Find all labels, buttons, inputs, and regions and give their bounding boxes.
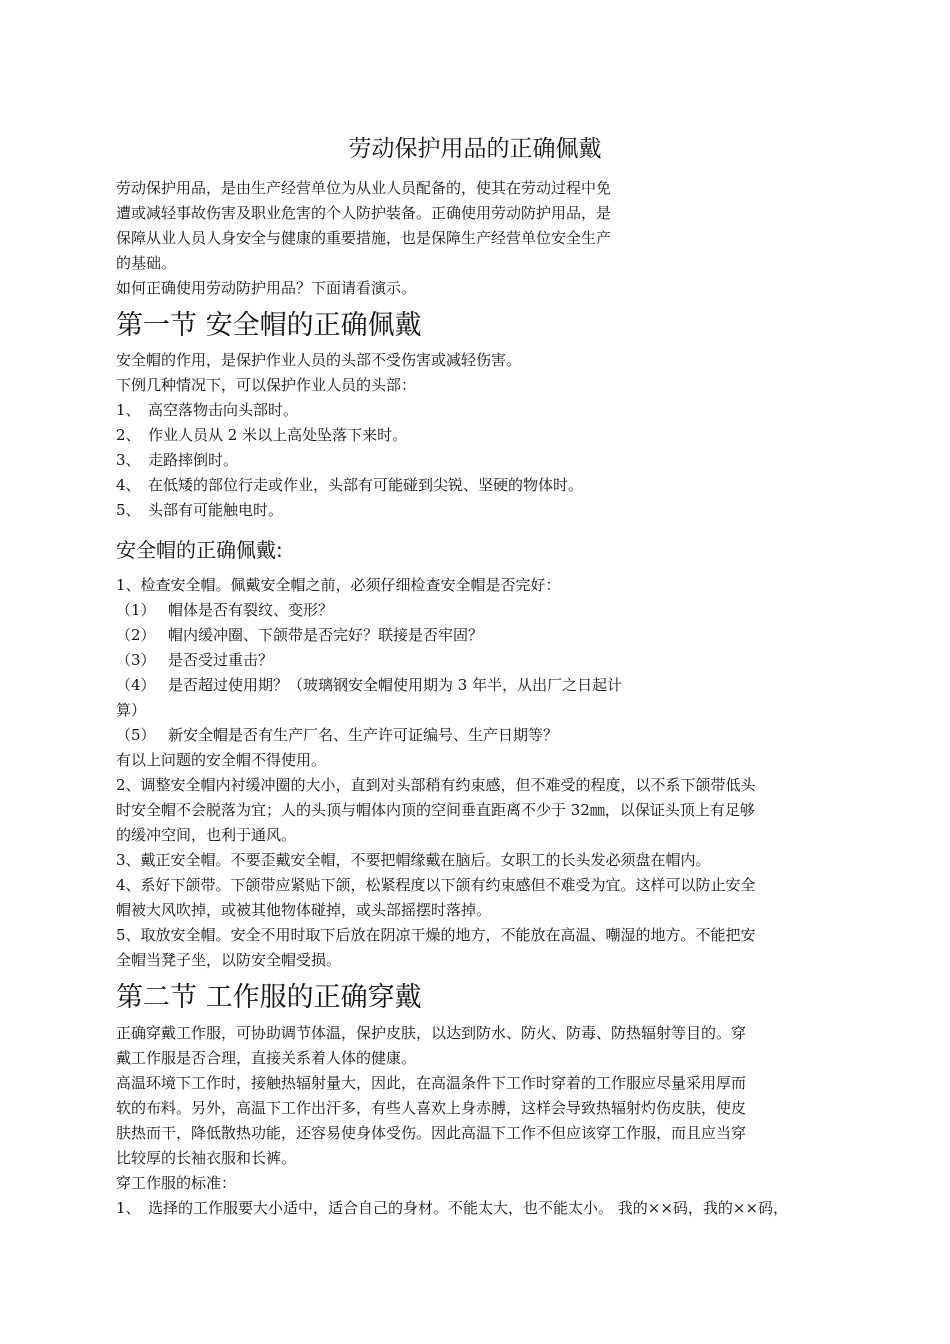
helmet-check-list xyxy=(116,573,672,748)
intro-line: 保障从业人员人身安全与健康的重要措施，也是保障生产经营单位安全生产 xyxy=(116,229,612,247)
text-line: 的缓冲空间，也利于通风。 xyxy=(116,826,297,844)
text-line: 穿工作服的标准： xyxy=(116,1174,237,1192)
intro-paragraph xyxy=(116,176,672,301)
check-number: （2） xyxy=(116,626,156,644)
list-item xyxy=(116,498,672,523)
list-item xyxy=(116,1196,838,1221)
text-line: 比较厚的长袖衣服和长裤。 xyxy=(116,1149,297,1167)
list-text: 选择的工作服要大小适中，适合自己的身材。不能太大，也不能太小。 我的××码，我的××码， xyxy=(148,1199,789,1217)
list-text: 高空落物击向头部时。 xyxy=(148,401,299,419)
helmet-wearing-subheading: 安全帽的正确佩戴: xyxy=(116,538,283,562)
check-number: （4） xyxy=(116,676,156,694)
section1-heading: 第一节 安全帽的正确佩戴 xyxy=(116,310,422,341)
text-line: 2、调整安全帽内衬缓冲圈的大小，直到对头部稍有约束感，但不难受的程度，以不系下颌带低头 xyxy=(116,776,756,794)
check-item xyxy=(116,673,672,698)
list-item xyxy=(116,448,672,473)
list-number: 4、 xyxy=(116,476,141,494)
text-line: 4、系好下颌带。下颌带应紧贴下颌，松紧程度以下颌有约束感但不难受为宜。这样可以防止安全 xyxy=(116,876,756,894)
list-item xyxy=(116,398,672,423)
intro-line: 如何正确使用劳动防护用品？下面请看演示。 xyxy=(116,279,417,297)
text-line: 安全帽的作用，是保护作业人员的头部不受伤害或减轻伤害。 xyxy=(116,351,522,369)
list-text: 在低矮的部位行走或作业，头部有可能碰到尖锐、坚硬的物体时。 xyxy=(148,476,584,494)
document-title: 劳动保护用品的正确佩戴 xyxy=(348,136,602,162)
text-line: 全帽当凳子坐，以防安全帽受损。 xyxy=(116,951,342,969)
text-line: 戴工作服是否合理，直接关系着人体的健康。 xyxy=(116,1049,417,1067)
check-number: （5） xyxy=(116,726,156,744)
text-line: 3、戴正安全帽。不要歪戴安全帽，不要把帽缘戴在脑后。女职工的长头发必须盘在帽内。 xyxy=(116,851,711,869)
check-text: 帽内缓冲圈、下颌带是否完好？联接是否牢固？ xyxy=(168,626,484,644)
list-text: 作业人员从 2 米以上高处坠落下来时。 xyxy=(148,426,408,444)
check-number: （3） xyxy=(116,651,156,669)
check-text: 帽体是否有裂纹、变形？ xyxy=(168,601,334,619)
list-number: 2、 xyxy=(116,426,141,444)
check-item-continued xyxy=(116,698,672,723)
check-text: 算） xyxy=(116,701,147,719)
text-line: 下例几种情况下，可以保护作业人员的头部： xyxy=(116,376,417,394)
check-item xyxy=(116,623,672,648)
text-line: 时安全帽不会脱落为宜；人的头顶与帽体内顶的空间垂直距离不少于 32㎜，以保证头顶上有足够 xyxy=(116,801,755,819)
section2-body xyxy=(116,1021,838,1221)
intro-line: 的基础。 xyxy=(116,254,177,272)
check-item xyxy=(116,598,672,623)
text-line: 软的布料。另外，高温下工作出汗多，有些人喜欢上身赤膊，这样会导致热辐射灼伤皮肤，使皮 xyxy=(116,1099,747,1117)
text-line: 高温环境下工作时，接触热辐射量大，因此，在高温条件下工作时穿着的工作服应尽量采用厚而 xyxy=(116,1074,747,1092)
list-text: 头部有可能触电时。 xyxy=(148,501,284,519)
list-item xyxy=(116,473,672,498)
check-text: 是否受过重击？ xyxy=(168,651,274,669)
list-number: 1、 xyxy=(116,401,141,419)
list-number: 1、 xyxy=(116,1199,141,1217)
text-line: 帽被大风吹掉，或被其他物体碰掉，或头部摇摆时落掉。 xyxy=(116,901,492,919)
list-number: 3、 xyxy=(116,451,141,469)
intro-line: 劳动保护用品，是由生产经营单位为从业人员配备的，使其在劳动过程中免 xyxy=(116,179,612,197)
check-item xyxy=(116,648,672,673)
text-line: 5、取放安全帽。安全不用时取下后放在阴凉干燥的地方，不能放在高温、嘲湿的地方。不能把安 xyxy=(116,926,756,944)
text-line: 1、检查安全帽。佩戴安全帽之前，必须仔细检查安全帽是否完好： xyxy=(116,576,561,594)
check-number: （1） xyxy=(116,601,156,619)
helmet-instructions xyxy=(116,748,838,973)
section2-heading: 第二节 工作服的正确穿戴 xyxy=(116,982,422,1013)
intro-line: 遭或减轻事故伤害及职业危害的个人防护装备。正确使用劳动防护用品，是 xyxy=(116,204,612,222)
section1-body xyxy=(116,348,672,523)
list-number: 5、 xyxy=(116,501,141,519)
check-text: 新安全帽是否有生产厂名、生产许可证编号、生产日期等？ xyxy=(168,726,559,744)
list-text: 走路摔倒时。 xyxy=(148,451,239,469)
check-item xyxy=(116,723,672,748)
text-line: 有以上问题的安全帽不得使用。 xyxy=(116,751,327,769)
text-line: 肤热而干，降低散热功能，还容易使身体受伤。因此高温下工作不但应该穿工作服，而且应当穿 xyxy=(116,1124,747,1142)
check-text: 是否超过使用期？（玻璃钢安全帽使用期为 3 年半，从出厂之日起计 xyxy=(168,676,623,694)
text-line: 正确穿戴工作服，可协助调节体温，保护皮肤，以达到防水、防火、防毒、防热辐射等目的。穿 xyxy=(116,1024,747,1042)
list-item xyxy=(116,423,672,448)
